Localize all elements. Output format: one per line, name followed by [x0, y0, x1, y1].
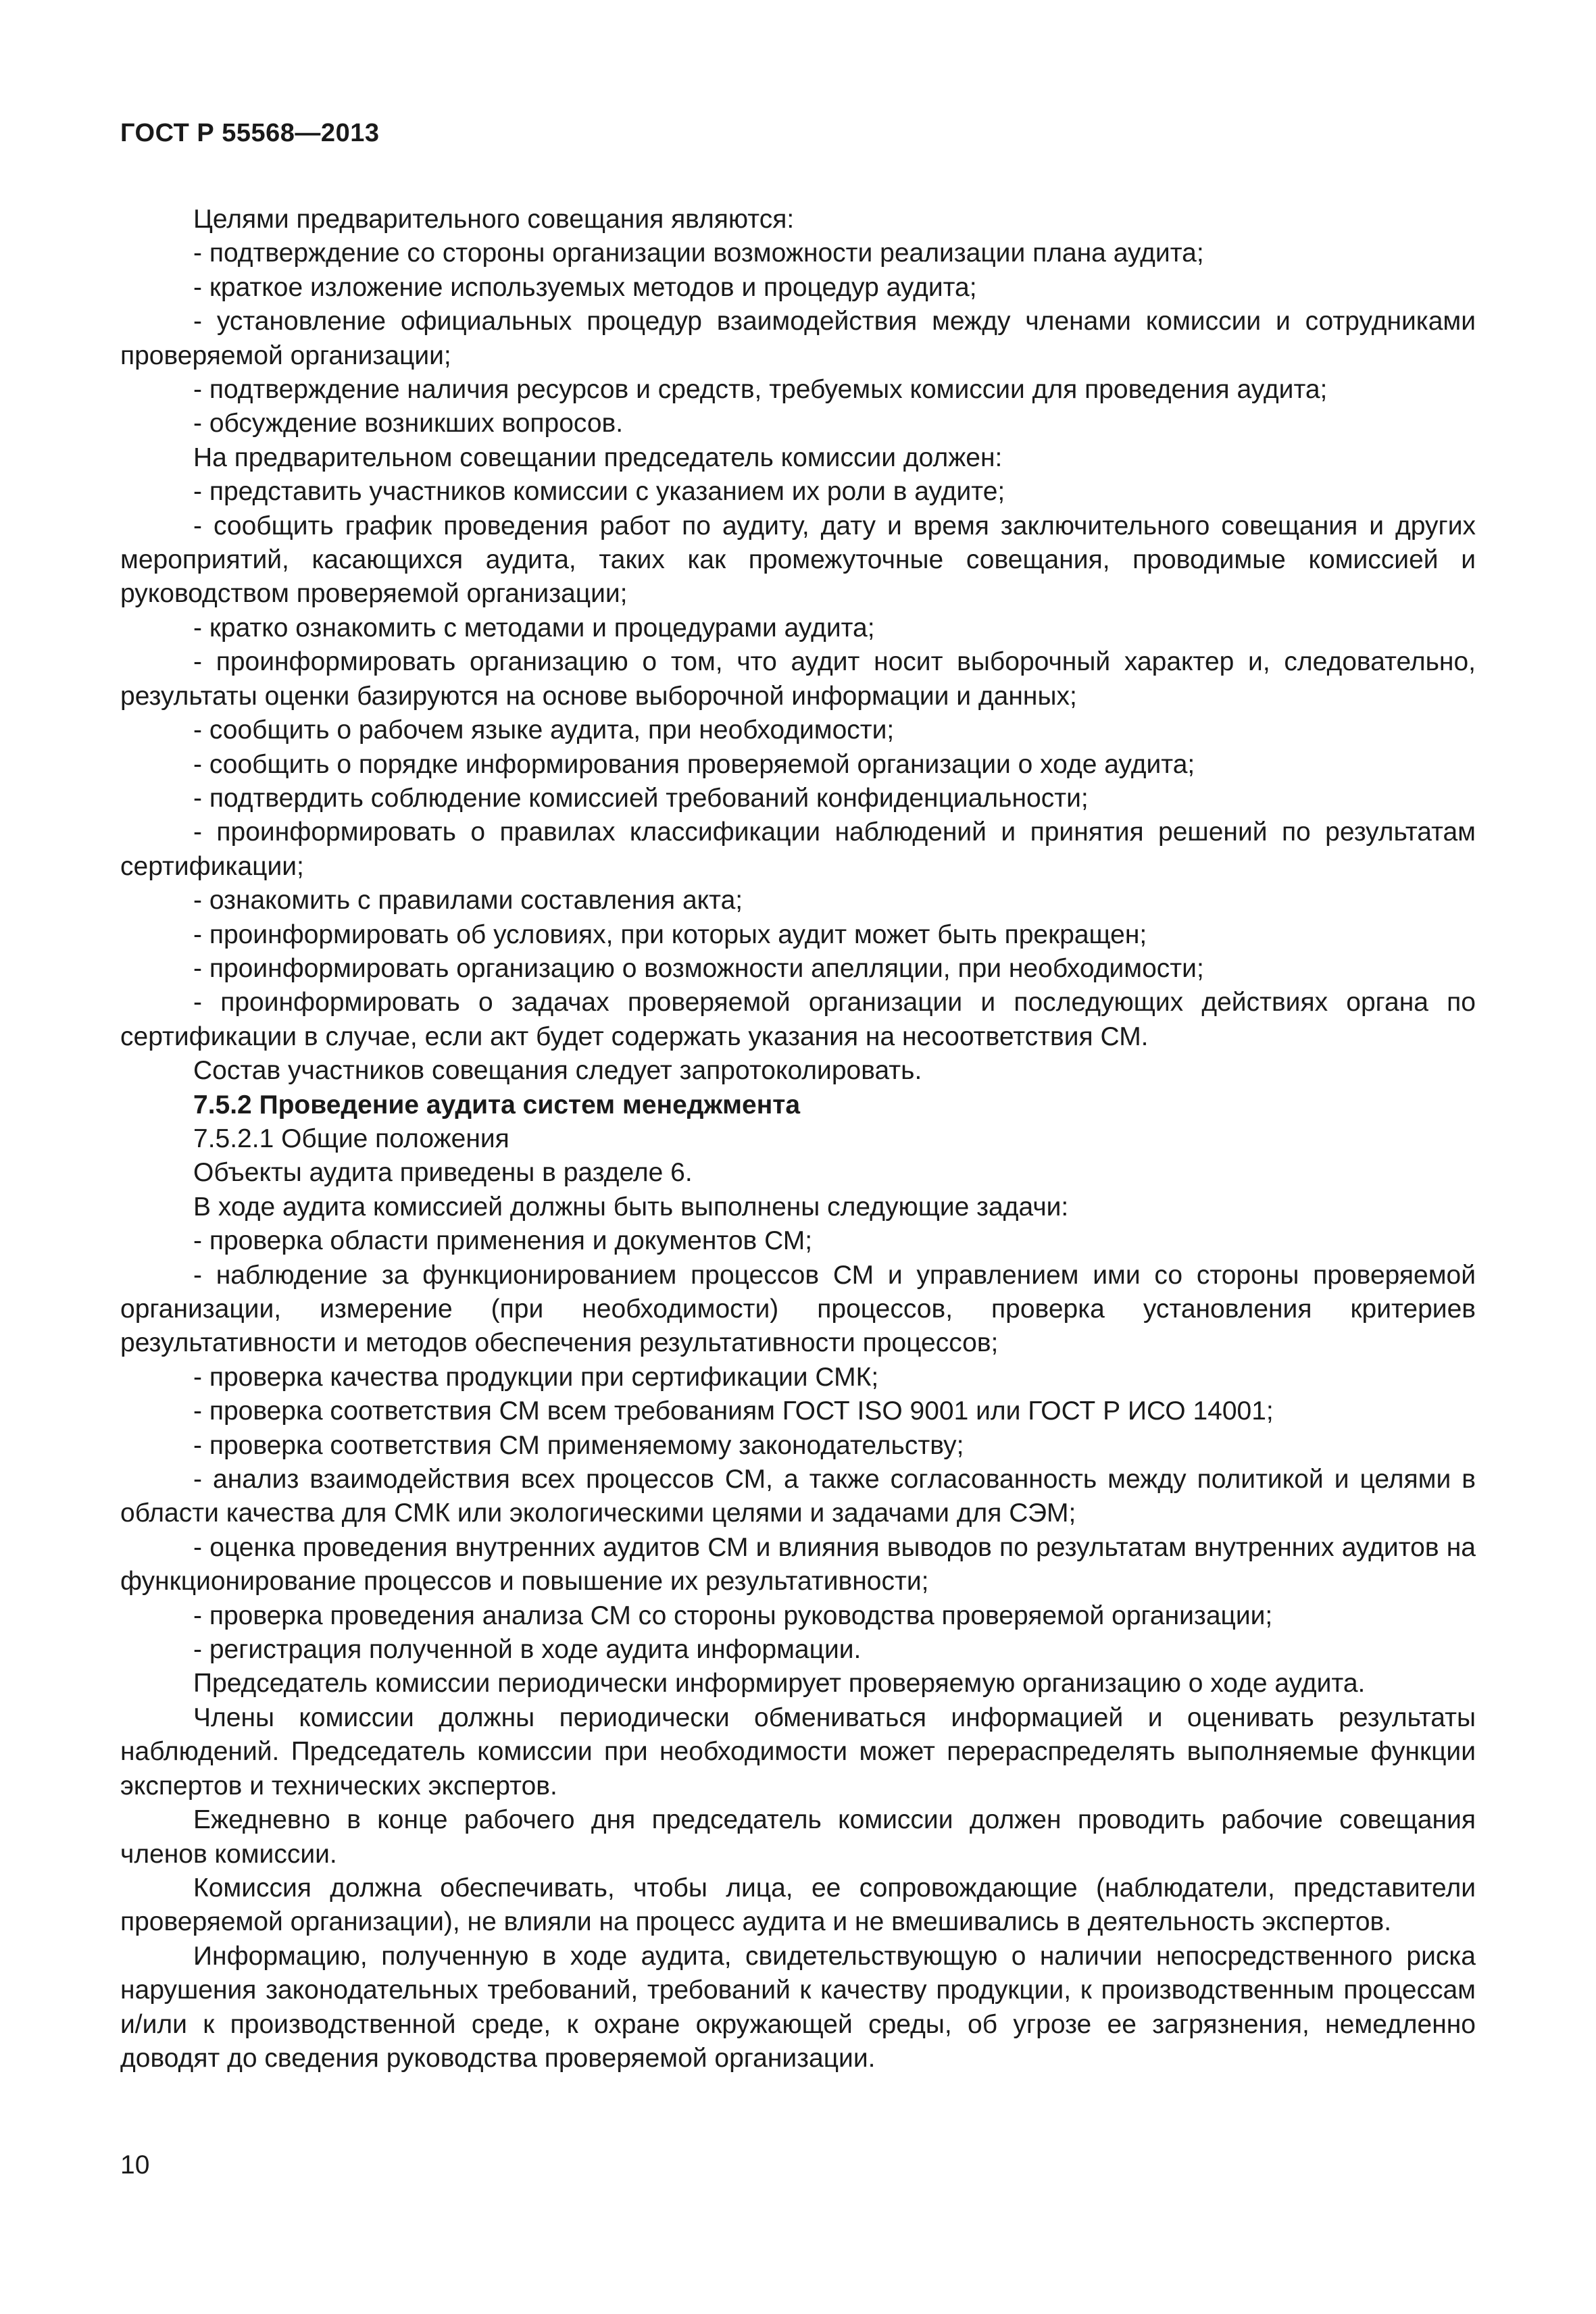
list-item: - обсуждение возникших вопросов. [193, 409, 624, 438]
list-item: - сообщить о порядке информирования проверяемой организации о ходе аудита; [193, 749, 1195, 779]
list-item: - проверка качества продукции при сертификации СМК; [193, 1362, 879, 1392]
paragraph: Члены комиссии должны периодически обмениваться информацией и оценивать результаты наблюдений. Председатель комиссии при необходимости может перераспределять выполняемые функции экспертов и технических экспертов. [120, 1703, 1476, 1801]
list-item: - сообщить о рабочем языке аудита, при необходимости; [193, 715, 895, 745]
list-item: - проверка соответствия СМ применяемому законодательству; [193, 1430, 964, 1460]
list-item: - представить участников комиссии с указанием их роли в аудите; [193, 477, 1005, 507]
list-item: - проинформировать организацию о том, что аудит носит выборочный характер и, следовательно, результаты оценки базируются на основе выборочной информации и данных; [120, 647, 1476, 711]
list-item: - проверка соответствия СМ всем требованиям ГОСТ ISO 9001 или ГОСТ Р ИСО 14001; [193, 1397, 1274, 1426]
list-item: - подтверждение со стороны организации возможности реализации плана аудита; [193, 238, 1204, 268]
list-item: - наблюдение за функционированием процессов СМ и управлением ими со стороны проверяемой организации, измерение (при необходимости) процессов, проверка установления критериев результативности и методов обеспечения результативности процессов; [120, 1260, 1476, 1358]
page-number: 10 [120, 2150, 150, 2180]
list-item: - ознакомить с правилами составления акта; [193, 886, 743, 915]
list-item: - регистрация полученной в ходе аудита информации. [193, 1635, 862, 1665]
paragraph: Председатель комиссии периодически информирует проверяемую организацию о ходе аудита. [193, 1669, 1366, 1699]
list-item: - проверка области применения и документов СМ; [193, 1226, 813, 1256]
section-heading: 7.5.2 Проведение аудита систем менеджмента [193, 1090, 801, 1120]
paragraph: Информацию, полученную в ходе аудита, свидетельствующую о наличии непосредственного риска нарушения законодательных требований, требований к качеству продукции, к производственным процессам и/или к производственной среде, к охране окружающей среды, об угрозе ее загрязнения, немедленно доводят до сведения руководства проверяемой организации. [120, 1941, 1476, 2073]
paragraph: Ежедневно в конце рабочего дня председатель комиссии должен проводить рабочие совещания членов комиссии. [120, 1805, 1476, 1869]
list-item: - сообщить график проведения работ по аудиту, дату и время заключительного совещания и других мероприятий, касающихся аудита, таких как промежуточные совещания, проводимые комиссией и руководством проверяемой организации; [120, 511, 1476, 609]
list-item: - оценка проведения внутренних аудитов СМ и влияния выводов по результатам внутренних аудитов на функционирование процессов и повышение их результативности; [120, 1532, 1476, 1596]
document-body [120, 203, 1476, 2076]
paragraph: Целями предварительного совещания являются: [193, 205, 795, 234]
list-item: - проинформировать о правилах классификации наблюдений и принятия решений по результатам сертификации; [120, 818, 1476, 881]
paragraph: Объекты аудита приведены в разделе 6. [193, 1158, 693, 1188]
document-header: ГОСТ Р 55568—2013 [120, 119, 380, 147]
list-item: - подтверждение наличия ресурсов и средств, требуемых комиссии для проведения аудита; [193, 375, 1328, 405]
list-item: - проверка проведения анализа СМ со стороны руководства проверяемой организации; [193, 1601, 1273, 1630]
list-item: - установление официальных процедур взаимодействия между членами комиссии и сотрудниками проверяемой организации; [120, 307, 1476, 370]
list-item: - краткое изложение используемых методов и процедур аудита; [193, 272, 977, 302]
list-item: - проинформировать об условиях, при которых аудит может быть прекращен; [193, 920, 1147, 949]
subsection-heading: 7.5.2.1 Общие положения [193, 1124, 509, 1153]
paragraph: На предварительном совещании председатель комиссии должен: [193, 443, 1003, 472]
list-item: - подтвердить соблюдение комиссией требований конфиденциальности; [193, 783, 1089, 813]
paragraph: Комиссия должна обеспечивать, чтобы лица, ее сопровождающие (наблюдатели, представители проверяемой организации), не влияли на процесс аудита и не вмешивались в деятельность экспертов. [120, 1873, 1476, 1937]
list-item: - кратко ознакомить с методами и процедурами аудита; [193, 613, 875, 643]
list-item: - проинформировать организацию о возможности апелляции, при необходимости; [193, 953, 1204, 983]
paragraph: В ходе аудита комиссией должны быть выполнены следующие задачи: [193, 1192, 1069, 1222]
list-item: - анализ взаимодействия всех процессов СМ, а также согласованность между политикой и целями в области качества для СМК или экологическими целями и задачами для СЭМ; [120, 1465, 1476, 1528]
list-item: - проинформировать о задачах проверяемой организации и последующих действиях органа по сертификации в случае, если акт будет содержать указания на несоответствия СМ. [120, 988, 1476, 1051]
paragraph: Состав участников совещания следует запротоколировать. [193, 1056, 922, 1086]
